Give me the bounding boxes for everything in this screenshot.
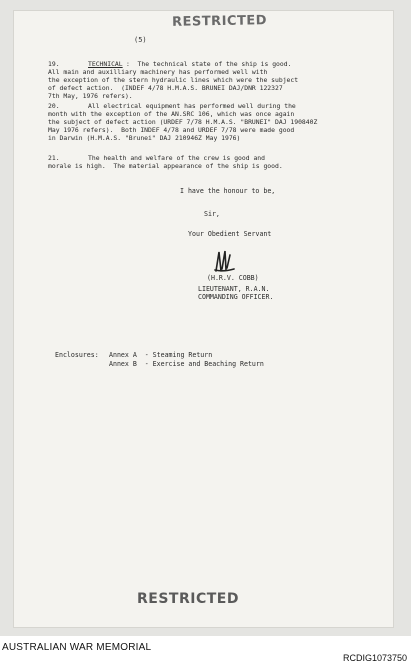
archive-name: AUSTRALIAN WAR MEMORIAL: [2, 642, 152, 653]
enclosures-label: Enclosures:: [55, 351, 99, 359]
restricted-stamp-bottom: RESTRICTED: [137, 591, 239, 607]
archive-reference: RCDIG1073750: [342, 653, 407, 663]
paragraph-19-line: : The technical state of the ship is good.: [126, 60, 292, 68]
paragraph-21-line: morale is high. The material appearance of the ship is good.: [48, 162, 283, 170]
signatory-position: COMMANDING OFFICER.: [198, 293, 274, 301]
handwritten-signature: [212, 249, 238, 273]
paragraph-21-line: The health and welfare of the crew is good and: [88, 154, 265, 162]
paragraph-19-number: 19.: [48, 60, 60, 68]
closing-honour: I have the honour to be,: [180, 187, 276, 195]
paragraph-20-line: in Darwin (H.M.A.S. "Brunei" DAJ 210946Z May 1976): [48, 134, 241, 142]
signatory-name: (H.R.V. COBB): [207, 274, 259, 282]
paragraph-20-line: May 1976 refers). Both INDEF 4/78 and URDEF 7/78 were made good: [48, 126, 295, 134]
closing-salutation: Sir,: [204, 210, 220, 218]
enclosure-item: Annex A - Steaming Return: [109, 351, 213, 359]
paragraph-19-line: of defect action. (INDEF 4/78 H.M.A.S. BRUNEI DAJ/DNR 122327: [48, 84, 283, 92]
paragraph-20-number: 20.: [48, 102, 60, 110]
signatory-rank: LIEUTENANT, R.A.N.: [198, 285, 270, 293]
page-number: (5): [134, 36, 147, 44]
paragraph-19-line: the exception of the stern hydraulic lines which were the subject: [48, 76, 299, 84]
closing-servant: Your Obedient Servant: [188, 230, 272, 238]
paragraph-19-heading: TECHNICAL: [88, 60, 123, 68]
paragraph-21-number: 21.: [48, 154, 60, 162]
paragraph-20-line: the subject of defect action (URDEF 7/78 H.M.A.S. "BRUNEI" DAJ 190840Z: [48, 118, 318, 126]
enclosure-item: Annex B - Exercise and Beaching Return: [109, 360, 264, 368]
restricted-stamp-top: RESTRICTED: [171, 13, 268, 30]
paragraph-19-line: 7th May, 1976 refers).: [48, 92, 133, 100]
paragraph-20-line: month with the exception of the AN.SRC 106, which was once again: [48, 110, 295, 118]
paragraph-20-line: All electrical equipment has performed well during the: [88, 102, 296, 110]
paragraph-19-line: All main and auxilliary machinery has performed well with: [48, 68, 268, 76]
